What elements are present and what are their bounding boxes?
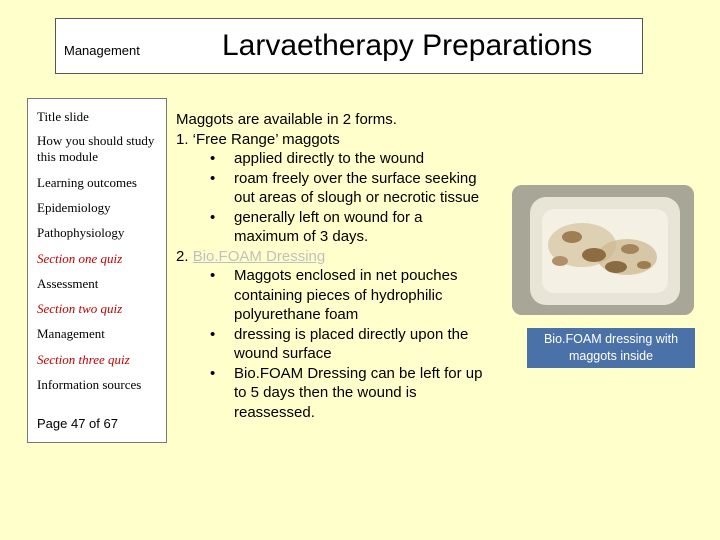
bullet-icon: • [210, 364, 216, 382]
list-item-free-range: 1. ‘Free Range’ maggots [176, 130, 340, 148]
bullet-text: roam freely over the surface seeking [234, 169, 477, 187]
intro-text: Maggots are available in 2 forms. [176, 111, 397, 128]
figure-caption: Bio.FOAM dressing with maggots inside [527, 328, 695, 368]
bullet-text: generally left on wound for a [234, 208, 423, 226]
maggot-cluster [562, 231, 582, 243]
bullet-text: Bio.FOAM Dressing can be left for up [234, 364, 483, 382]
biofoam-dressing-photo [512, 185, 694, 315]
page-counter: Page 47 of 67 [37, 416, 118, 431]
maggot-cluster [605, 261, 627, 273]
bullet-text: out areas of slough or necrotic tissue [234, 189, 480, 206]
bullet-text: containing pieces of hydrophilic [234, 286, 443, 304]
bullet-text: applied directly to the wound [234, 150, 425, 167]
bullet-text: wound surface [234, 345, 332, 362]
bullet-icon: • [210, 325, 216, 343]
maggot-cluster [582, 248, 606, 262]
list-item-biofoam [176, 247, 516, 267]
sidebar-item-management[interactable]: Management [37, 326, 105, 341]
maggot-cluster [637, 261, 651, 269]
sidebar-nav [27, 98, 167, 443]
bullet-text: maximum of 3 days. [234, 228, 369, 245]
bullet-text: Maggots enclosed in net pouches [234, 267, 458, 284]
bullet-icon: • [210, 208, 216, 226]
bullet-icon: • [210, 267, 216, 284]
sidebar-item-section-two-quiz[interactable]: Section two quiz [37, 301, 123, 316]
bullet-icon: • [210, 150, 216, 167]
section-label: Management [64, 43, 140, 58]
maggot-cluster [552, 256, 568, 266]
sidebar-item-title-slide[interactable]: Title slide [37, 109, 89, 124]
sidebar-item-section-one-quiz[interactable]: Section one quiz [37, 251, 123, 266]
sidebar-item-epidemiology[interactable]: Epidemiology [37, 200, 111, 215]
bullet-text: to 5 days then the wound is [234, 384, 417, 401]
sidebar-item-section-three-quiz[interactable]: Section three quiz [37, 352, 130, 367]
dressing-illustration [512, 185, 694, 315]
sidebar-item-learning-outcomes[interactable]: Learning outcomes [37, 175, 137, 190]
main-content [176, 110, 516, 422]
page-title: Larvaetherapy Preparations [222, 29, 593, 62]
biofoam-link[interactable]: Bio.FOAM Dressing [192, 247, 326, 265]
bullet-text: reassessed. [234, 403, 315, 421]
list-number: 2. [176, 247, 193, 265]
sidebar-item-information-sources[interactable]: Information sources [37, 377, 142, 392]
sidebar-item-how-to-study[interactable]: How you should study this module [37, 133, 155, 164]
sidebar-item-assessment[interactable]: Assessment [37, 276, 99, 291]
sidebar-item-pathophysiology[interactable]: Pathophysiology [37, 225, 125, 240]
bullet-text: polyurethane foam [234, 306, 359, 323]
bullet-icon: • [210, 169, 216, 187]
maggot-cluster [621, 244, 639, 254]
header-box [55, 18, 643, 74]
bullet-text: dressing is placed directly upon the [234, 325, 469, 343]
